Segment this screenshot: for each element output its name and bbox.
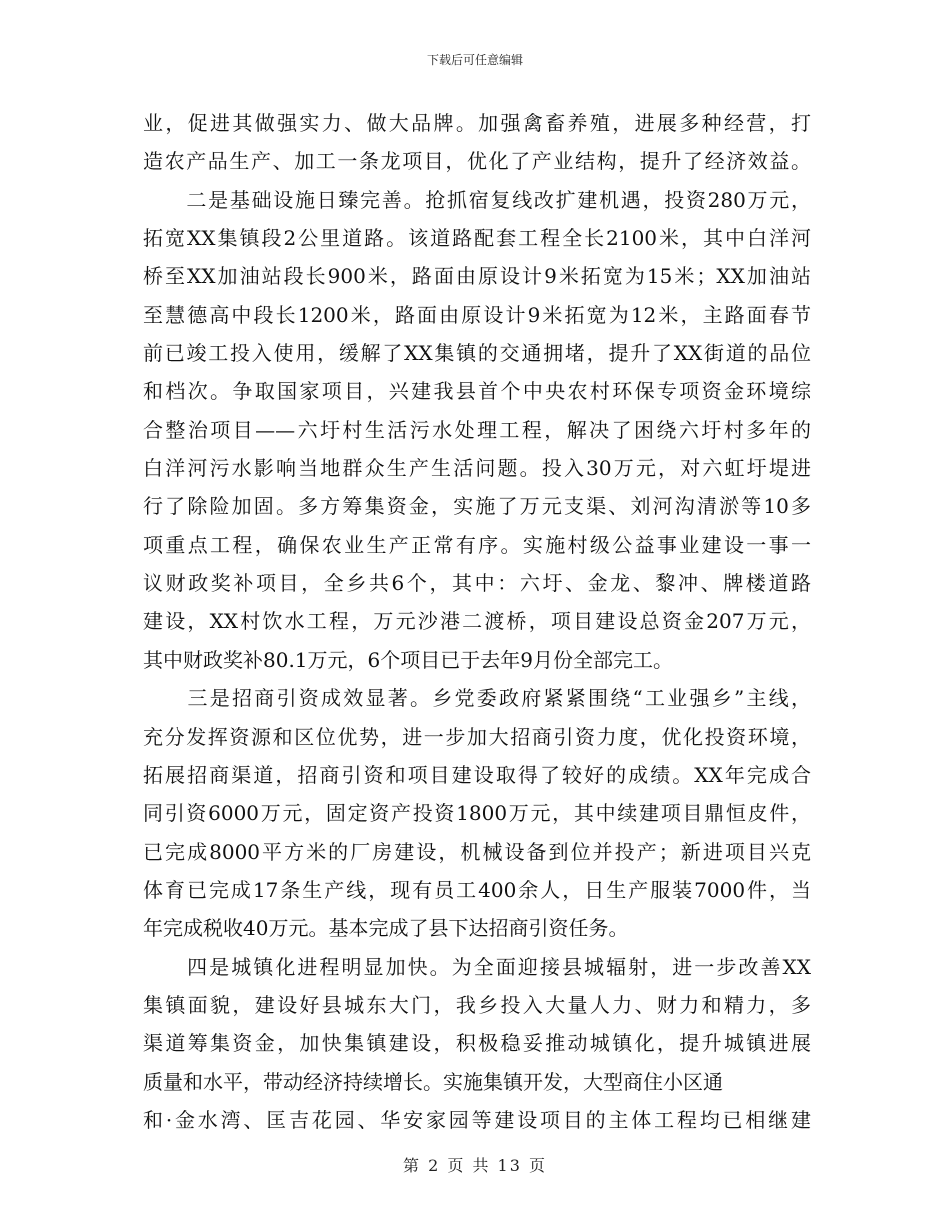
text-line: 三是招商引资成效显著。乡党委政府紧紧围绕“工业强乡”主线， <box>143 686 811 711</box>
text-line: 前已竣工投入使用，缓解了XX集镇的交通拥堵，提升了XX街道的品位 <box>143 341 811 366</box>
text-line: 充分发挥资源和区位优势，进一步加大招商引资力度，优化投资环境， <box>143 724 811 749</box>
text-line: 二是基础设施日臻完善。抢抓宿复线改扩建机遇，投资280万元， <box>143 187 811 212</box>
text-line: 集镇面貌，建设好县城东大门，我乡投入大量人力、财力和精力，多 <box>143 992 811 1017</box>
text-line: 拓展招商渠道，招商引资和项目建设取得了较好的成绩。XX年完成合 <box>143 762 811 787</box>
body-text <box>143 104 811 1139</box>
text-line: 其中财政奖补80.1万元，6个项目已于去年9月份全部完工。 <box>143 647 673 672</box>
text-line: 行了除险加固。多方筹集资金，实施了万元支渠、刘河沟清淤等10多 <box>143 494 811 519</box>
text-line: 造农产品生产、加工一条龙项目，优化了产业结构，提升了经济效益。 <box>143 149 811 174</box>
page-header: 下载后可任意编辑 <box>426 53 523 67</box>
text-line: 合整治项目——六圩村生活污水处理工程，解决了困绕六圩村多年的 <box>143 417 811 442</box>
text-line: 渠道筹集资金，加快集镇建设，积极稳妥推动城镇化，提升城镇进展 <box>143 1031 811 1056</box>
text-line: 同引资6000万元，固定资产投资1800万元，其中续建项目鼎恒皮件， <box>143 801 811 826</box>
text-line: 白洋河污水影响当地群众生产生活问题。投入30万元，对六虹圩堤进 <box>143 456 811 481</box>
text-line: 建设，XX村饮水工程，万元沙港二渡桥，项目建设总资金207万元， <box>143 609 811 634</box>
text-line: 至慧德高中段长1200米，路面由原设计9米拓宽为12米，主路面春节 <box>143 302 811 327</box>
text-line: 和档次。争取国家项目，兴建我县首个中央农村环保专项资金环境综 <box>143 379 811 404</box>
text-line: 项重点工程，确保农业生产正常有序。实施村级公益事业建设一事一 <box>143 532 811 557</box>
text-line: 体育已完成17条生产线，现有员工400余人，日生产服装7000件，当 <box>143 877 811 902</box>
text-line: 业，促进其做强实力、做大品牌。加强禽畜养殖，进展多种经营，打 <box>143 111 811 135</box>
text-line: 已完成8000平方米的厂房建设，机械设备到位并投产；新进项目兴克 <box>143 839 811 864</box>
page-footer: 第 2 页 共 13 页 <box>403 1156 547 1175</box>
text-line: 桥至XX加油站段长900米，路面由原设计9米拓宽为15米；XX加油站 <box>143 264 811 289</box>
text-line: 质量和水平，带动经济持续增长。实施集镇开发，大型商住小区通 <box>143 1069 723 1094</box>
text-line: 四是城镇化进程明显加快。为全面迎接县城辐射，进一步改善XX <box>143 954 811 979</box>
text-line: 拓宽XX集镇段2公里道路。该道路配套工程全长2100米，其中白洋河 <box>143 226 811 251</box>
text-line: 议财政奖补项目，全乡共6个，其中：六圩、金龙、黎冲、牌楼道路 <box>143 571 811 596</box>
text-line: 和·金水湾、匡吉花园、华安家园等建设项目的主体工程均已相继建 <box>143 1107 811 1132</box>
text-line: 年完成税收40万元。基本完成了县下达招商引资任务。 <box>143 916 629 941</box>
